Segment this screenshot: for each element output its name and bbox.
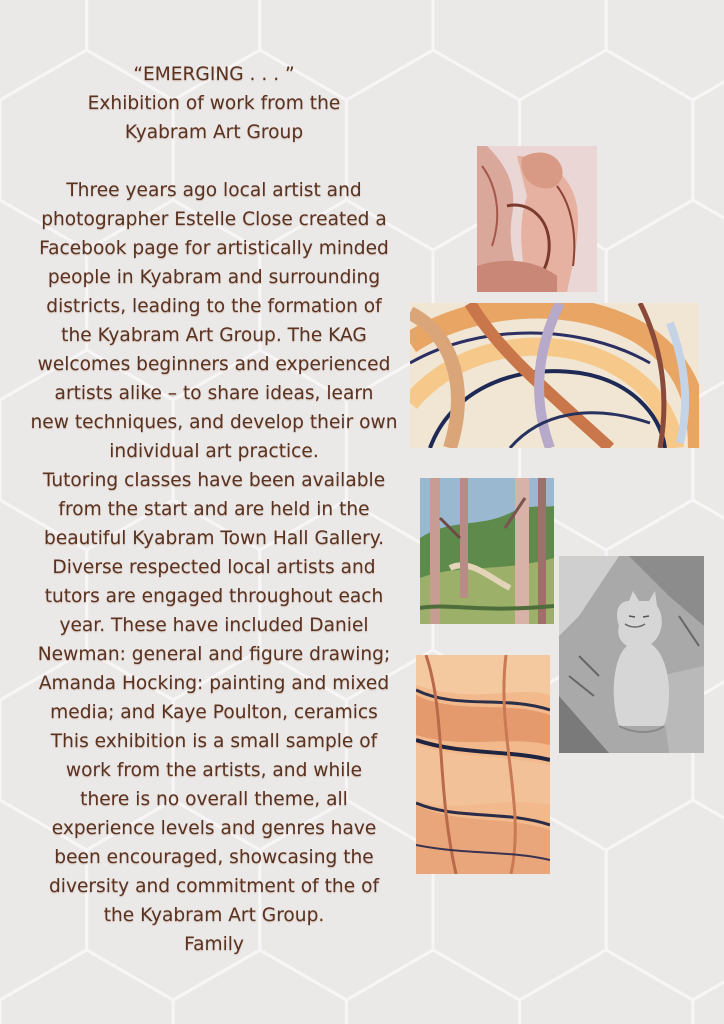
exhibition-text <box>18 60 410 959</box>
hexagon-cell <box>693 950 724 1024</box>
body-line: media; and Kaye Poulton, ceramics <box>50 702 378 723</box>
hexagon-cell <box>0 950 173 1024</box>
hexagon-cell <box>693 50 724 250</box>
hexagon-cell <box>520 950 693 1024</box>
body-line: Facebook page for artistically minded <box>39 238 389 259</box>
body-line: individual art practice. <box>109 441 319 462</box>
body-line: from the start and are held in the <box>58 499 370 520</box>
body-line: work from the artists, and while <box>65 760 363 781</box>
body-line: beautiful Kyabram Town Hall Gallery. <box>44 528 384 549</box>
rock-abstract-image <box>416 655 550 874</box>
hexagon-cell <box>173 950 346 1024</box>
body-line: there is no overall theme, all <box>80 789 348 810</box>
body-line: people in Kyabram and surrounding <box>47 267 381 288</box>
body-line: Diverse respected local artists and <box>52 557 376 578</box>
body-line: new techniques, and develop their own <box>30 412 398 433</box>
body-line: year. These have included Daniel <box>59 615 369 636</box>
figure-painting-image <box>477 146 597 292</box>
hexagon-cell <box>606 800 724 1000</box>
body-line: This exhibition is a small sample of <box>50 731 378 752</box>
paragraph-gap <box>18 147 410 176</box>
abstract-swirl-image <box>410 303 699 448</box>
hexagon-cell <box>433 0 606 100</box>
body-line: Newman: general and figure drawing; <box>37 644 391 665</box>
body-line: districts, leading to the formation of <box>46 296 382 317</box>
body-line: the Kyabram Art Group. The KAG <box>61 325 367 346</box>
exhibition-title: “EMERGING . . . ” <box>133 64 295 85</box>
cat-drawing-image <box>559 556 704 753</box>
body-line: photographer Estelle Close created a <box>41 209 387 230</box>
body-line: been encouraged, showcasing the <box>54 847 374 868</box>
body-line: tutors are engaged throughout each <box>44 586 384 607</box>
body-line: artists alike – to share ideas, learn <box>54 383 374 404</box>
body-line: experience levels and genres have <box>51 818 377 839</box>
body-line: Family <box>184 934 244 955</box>
exhibition-subtitle-2: Kyabram Art Group <box>124 122 304 143</box>
body-line: Tutoring classes have been available <box>42 470 386 491</box>
body-line: Amanda Hocking: painting and mixed <box>38 673 390 694</box>
exhibition-subtitle-1: Exhibition of work from the <box>87 93 341 114</box>
trees-painting-image <box>420 478 554 624</box>
body-line: the Kyabram Art Group. <box>103 905 325 926</box>
body-line: welcomes beginners and experienced <box>37 354 391 375</box>
body-line: diversity and commitment of the of <box>48 876 379 897</box>
hexagon-cell <box>346 950 519 1024</box>
body-line: Three years ago local artist and <box>66 180 362 201</box>
